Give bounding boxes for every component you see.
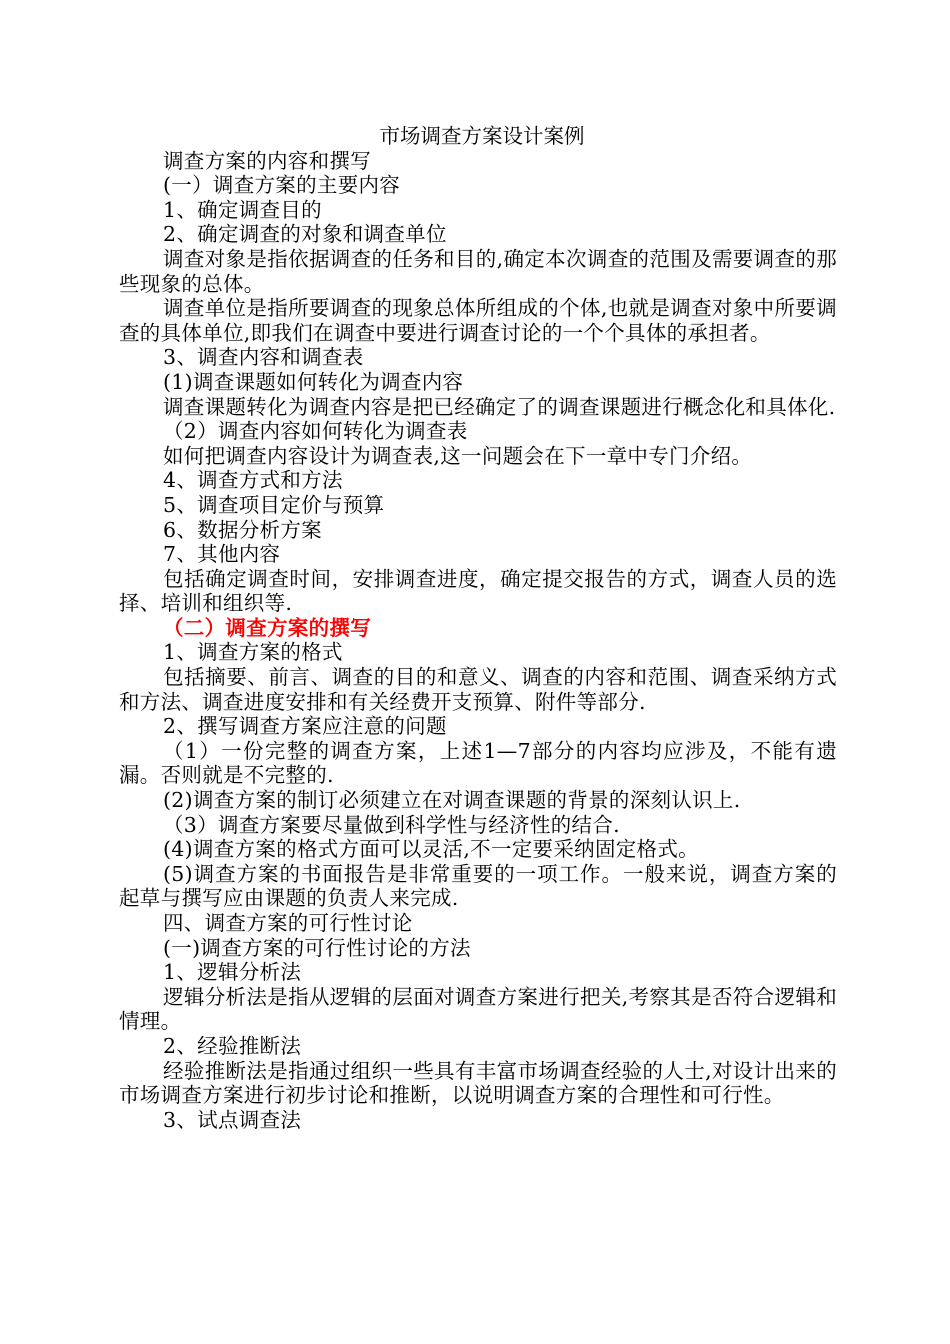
paragraph-other: 包括确定调查时间，安排调查进度，确定提交报告的方式，调查人员的选择、培训和组织等. (119, 566, 837, 616)
item-methods: 4、调查方式和方法 (163, 468, 343, 493)
heading-writing-red: （二）调查方案的撰写 (163, 615, 371, 640)
item-analysis: 6、数据分析方案 (163, 517, 322, 542)
item-purpose: 1、确定调查目的 (163, 197, 322, 222)
issue-2: (2)调查方案的制订必须建立在对调查课题的背景的深刻认识上. (163, 788, 741, 813)
paragraph-object: 调查对象是指依据调查的任务和目的,确定本次调查的范围及需要调查的那些现象的总体。 (119, 246, 837, 296)
item-other: 7、其他内容 (163, 542, 281, 567)
heading-feasibility-methods: (一)调查方案的可行性讨论的方法 (163, 935, 471, 960)
heading-feasibility: 四、调查方案的可行性讨论 (163, 911, 413, 935)
issue-5: (5)调查方案的书面报告是非常重要的一项工作。一般来说，调查方案的起草与撰写应由课题的负责人来完成. (119, 861, 837, 911)
document-body (119, 124, 837, 1132)
item-pilot: 3、试点调查法 (163, 1107, 302, 1132)
paragraph-experience: 经验推断法是指通过组织一些具有丰富市场调查经验的人士,对设计出来的市场调查方案进行初步讨论和推断，以说明调查方案的合理性和可行性。 (119, 1058, 837, 1108)
paragraph-unit: 调查单位是指所要调查的现象总体所组成的个体,也就是调查对象中所要调查的具体单位,即我们在调查中要进行调查讨论的一个个具体的承担者。 (119, 296, 837, 345)
item-budget: 5、调查项目定价与预算 (163, 492, 385, 517)
item-logic: 1、逻辑分析法 (163, 960, 302, 985)
issue-1: （1）一份完整的调查方案，上述1—7部分的内容均应涉及，不能有遗漏。否则就是不完整的. (119, 738, 837, 788)
document-title: 市场调查方案设计案例 (379, 124, 585, 148)
paragraph-topic-to-content: 调查课题转化为调查内容是把已经确定了的调查课题进行概念化和具体化. (163, 394, 836, 419)
heading-main-content: (一）调查方案的主要内容 (163, 173, 401, 198)
item-issues: 2、撰写调查方案应注意的问题 (163, 714, 447, 739)
paragraph-logic: 逻辑分析法是指从逻辑的层面对调查方案进行把关,考察其是否符合逻辑和情理。 (119, 984, 837, 1034)
paragraph-format: 包括摘要、前言、调查的目的和意义、调查的内容和范围、调查采纳方式和方法、调查进度安排和有关经费开支预算、附件等部分. (119, 665, 837, 714)
issue-3: （3）调查方案要尽量做到科学性与经济性的结合. (163, 812, 620, 837)
paragraph-content-to-table: 如何把调查内容设计为调查表,这一问题会在下一章中专门介绍。 (163, 443, 753, 468)
item-experience: 2、经验推断法 (163, 1033, 302, 1058)
subitem-content-to-table: （2）调查内容如何转化为调查表 (163, 419, 468, 444)
subitem-topic-to-content: (1)调查课题如何转化为调查内容 (163, 369, 464, 394)
item-content-table: 3、调查内容和调查表 (163, 345, 364, 370)
item-object-unit: 2、确定调查的对象和调查单位 (163, 222, 447, 247)
item-format: 1、调查方案的格式 (163, 640, 343, 665)
issue-4: (4)调查方案的格式方面可以灵活,不一定要采纳固定格式。 (163, 837, 699, 862)
heading-content-and-writing: 调查方案的内容和撰写 (163, 148, 371, 173)
